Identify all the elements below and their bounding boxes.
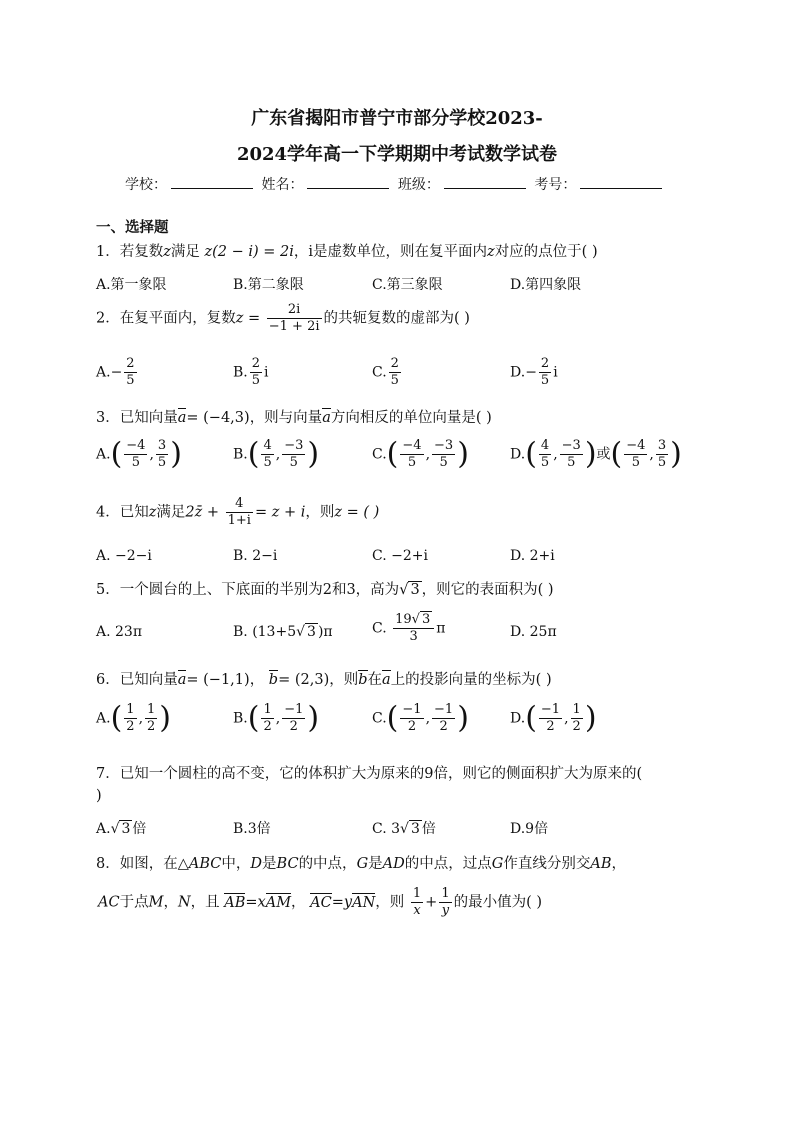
school-label: 学校： — [125, 177, 167, 193]
q4-option-c[interactable]: C. −2+i — [372, 548, 428, 564]
q7-option-a[interactable]: A.√ 3 倍 — [96, 821, 147, 837]
question-8-line1: 8．如图，在△ABC中，D是BC的中点，G是AD的中点，过点G作直线分别交AB， — [96, 856, 626, 872]
q4-option-b[interactable]: B. 2−i — [233, 548, 278, 564]
question-3: 3．已知向量a= (−4,3)，则与向量a方向相反的单位向量是( ) — [96, 410, 492, 426]
question-7: 7．已知一个圆柱的高不变，它的体积扩大为原来的9倍，则它的侧面积扩大为原来的( — [96, 766, 643, 782]
q2-option-d[interactable]: D.− $\frac{2}{5}$ i — [510, 356, 558, 388]
q5-option-c[interactable]: C. $\frac{19√ 3}{3}$ π — [372, 612, 446, 644]
class-blank[interactable] — [444, 174, 526, 189]
q7-option-b[interactable]: B.3倍 — [233, 821, 271, 837]
question-1: 1．若复数z满足 z(2 − i) = 2i，i是虚数单位，则在复平面内z对应的点位于( ) — [96, 244, 598, 260]
school-blank[interactable] — [171, 174, 253, 189]
question-7-close-paren: ) — [96, 788, 102, 804]
question-2: 2．在复平面内，复数z = $\frac{2i}{-1 + 2i}$ 的共轭复数的虚部为( ) — [96, 302, 470, 334]
q5-option-b[interactable]: B. (13+5√ 3 )π — [233, 624, 333, 640]
q3-option-c[interactable]: C.( $\frac{-4}{5}$ , $\frac{-3}{5}$ ) — [372, 436, 469, 472]
q5-option-d[interactable]: D. 25π — [510, 624, 557, 640]
student-info-row — [125, 174, 666, 194]
q2-option-b[interactable]: B. $\frac{2}{5}$ i — [233, 356, 269, 388]
exam-title-line2: 2024学年高一下学期期中考试数学试卷 — [236, 144, 558, 165]
q6-option-d[interactable]: D.( $\frac{-1}{2}$ , $\frac{1}{2}$ ) — [510, 700, 597, 736]
q4-option-a[interactable]: A. −2−i — [96, 548, 152, 564]
q3-option-b[interactable]: B.( $\frac{4}{5}$ , $\frac{-3}{5}$ ) — [233, 436, 320, 472]
question-4: 4．已知z满足2z̄ + $\frac{4}{1+i}$ = z + i，则z = ( ) — [96, 496, 380, 528]
q2-option-c[interactable]: C. $\frac{2}{5}$ — [372, 356, 399, 388]
q1-option-c[interactable]: C.第三象限 — [372, 277, 443, 293]
q7-option-d[interactable]: D.9倍 — [510, 821, 549, 837]
name-label: 姓名： — [261, 177, 304, 193]
class-label: 班级： — [397, 177, 440, 193]
q6-option-a[interactable]: A.( $\frac{1}{2}$ , $\frac{1}{2}$ ) — [96, 700, 172, 736]
question-6: 6．已知向量a= (−1,1)， b= (2,3)，则b在a上的投影向量的坐标为( ) — [96, 672, 552, 688]
q6-option-c[interactable]: C.( $\frac{-1}{2}$ , $\frac{-1}{2}$ ) — [372, 700, 469, 736]
q3-option-d[interactable]: D.( $\frac{4}{5}$ , $\frac{-3}{5}$ )或( $\frac{-4}{5}$ , $\frac{3}{5}$ ) — [510, 436, 682, 472]
q7-option-c[interactable]: C. 3√ 3 倍 — [372, 821, 436, 837]
q5-option-a[interactable]: A. 23π — [96, 624, 143, 640]
q6-option-b[interactable]: B.( $\frac{1}{2}$ , $\frac{-1}{2}$ ) — [233, 700, 320, 736]
exam-number-blank[interactable] — [580, 174, 662, 189]
q2-option-a[interactable]: A.− $\frac{2}{5}$ — [96, 356, 135, 388]
name-blank[interactable] — [307, 174, 389, 189]
exam-title-line1: 广东省揭阳市普宁市部分学校2023- — [251, 108, 543, 129]
q1-option-a[interactable]: A.第一象限 — [96, 277, 167, 293]
q4-option-d[interactable]: D. 2+i — [510, 548, 555, 564]
question-8-line2: AC于点M，N，且 AB=xAM， AC=yAN，则 $\frac{1}{x}$ + $\frac{1}{y}$ 的最小值为( ) — [98, 886, 543, 918]
exam-number-label: 考号： — [534, 177, 577, 193]
q1-option-d[interactable]: D.第四象限 — [510, 277, 582, 293]
q3-option-a[interactable]: A.( $\frac{-4}{5}$ , $\frac{3}{5}$ ) — [96, 436, 182, 472]
q1-option-b[interactable]: B.第二象限 — [233, 277, 304, 293]
question-5: 5．一个圆台的上、下底面的半别为2和3，高为√ 3 ，则它的表面积为( ) — [96, 582, 554, 598]
section-title: 一、选择题 — [96, 219, 169, 236]
